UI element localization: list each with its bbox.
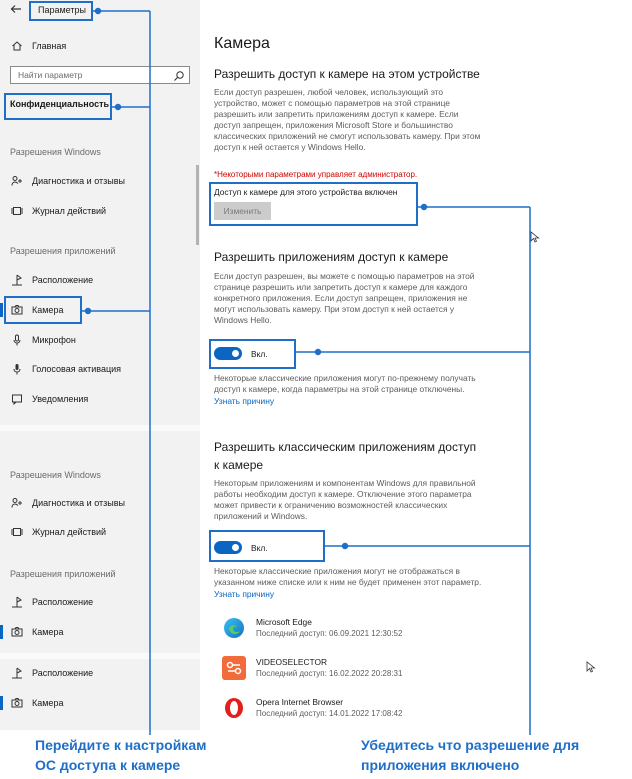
app-name: Opera Internet Browser [256,697,344,707]
sidebar-item-label: Микрофон [32,335,76,345]
app-name: VIDEOSELECTOR [256,657,328,667]
description-line: Windows Hello. [214,315,272,326]
sidebar-item-label: Расположение [32,668,94,678]
app-last-access: Последний доступ: 16.02.2022 20:28:31 [256,669,403,678]
window-title: Параметры [38,5,86,15]
description-line: доступ к ней остается у Windows Hello. [214,142,366,153]
app-last-access: Последний доступ: 14.01.2022 17:08:42 [256,709,403,718]
change-button[interactable]: Изменить [214,202,271,220]
description-line: классических приложений не смогут использовать камеру. При этом [214,131,481,142]
description-line: устройство, может с помощью параметров на этой странице [214,98,450,109]
description-line: доступ запрещен, приложения Microsoft Store и большинство [214,120,453,131]
left-caption [35,735,206,775]
group-windows-permissions: Разрешения Windows [10,470,101,480]
description-line: работы необходим доступ к камере. Отключение этого параметра [214,489,472,500]
sidebar-item-label: Журнал действий [32,206,107,216]
sidebar-item-label: Камера [32,627,64,637]
apps-access-toggle-label: Вкл. [251,349,268,359]
note-line: указанном ниже списке или к ним не будет применен этот параметр. [214,577,482,588]
description-line: конкретного приложения. Если доступ запрещен, приложения не [214,293,468,304]
group-app-permissions: Разрешения приложений [10,246,116,256]
learn-more-link[interactable]: Узнать причину [214,396,275,406]
sidebar-item-privacy[interactable]: Конфиденциальность [10,99,110,109]
heading-line: к камере [214,458,264,472]
sidebar-item-label: Журнал действий [32,527,107,537]
caption-line: Перейдите к настройкам [35,737,207,753]
device-access-status: Доступ к камере для этого устройства включен [214,187,398,197]
desktop-apps-toggle-label: Вкл. [251,543,268,553]
sidebar-item-label: Уведомления [32,394,89,404]
device-access-heading: Разрешить доступ к камере на этом устройстве [214,67,480,81]
sidebar-item-label: Расположение [32,597,94,607]
sidebar-item-label: Камера [32,305,64,315]
heading-line: Разрешить классическим приложениям доступ [214,440,477,454]
sidebar-item-label: Голосовая активация [32,364,122,374]
description-line: Если доступ разрешен, вы можете с помощью параметров на этой [214,271,475,281]
group-windows-permissions: Разрешения Windows [10,147,101,157]
group-app-permissions: Разрешения приложений [10,569,116,579]
sidebar-item-label: Диагностика и отзывы [32,176,125,186]
caption-line: Убедитесь что разрешение для [361,737,580,753]
right-caption [361,735,579,775]
description-line: Если доступ разрешен, любой человек, использующий это [214,87,444,97]
description-line: разрешить или запретить приложениям доступ к камере. Если [214,109,459,120]
description-line: Некоторым приложениям и компонентам Windows для правильной [214,478,476,488]
search-placeholder: Найти параметр [18,70,83,80]
description-line: могут использовать камеру. При этом доступ к ней остается у [214,304,455,315]
sidebar-item-label: Главная [32,41,67,51]
caption-line: приложения включено [361,757,520,773]
app-name: Microsoft Edge [256,617,312,627]
sidebar-item-label: Расположение [32,275,94,285]
app-last-access: Последний доступ: 06.09.2021 12:30:52 [256,629,403,638]
description-line: может привести к ограничению возможностей классических [214,500,448,511]
page-title: Камера [214,35,270,52]
learn-more-link[interactable]: Узнать причину [214,589,275,599]
note-line: Некоторые классические приложения могут не отображаться в [214,566,460,576]
sidebar-item-label: Камера [32,698,64,708]
apps-access-heading: Разрешить приложениям доступ к камере [214,250,449,264]
description-line: приложений и Windows. [214,511,308,522]
note-line: Некоторые классические приложения могут по-прежнему получать [214,373,476,383]
caption-line: ОС доступа к камере [35,757,181,773]
description-line: странице разрешить или запретить доступ к камере для каждого [214,282,468,293]
admin-note: *Некоторыми параметрами управляет администратор. [214,170,418,179]
note-line: доступ к камере, когда параметры на этой странице отключены. [214,384,465,395]
sidebar-item-label: Диагностика и отзывы [32,498,125,508]
